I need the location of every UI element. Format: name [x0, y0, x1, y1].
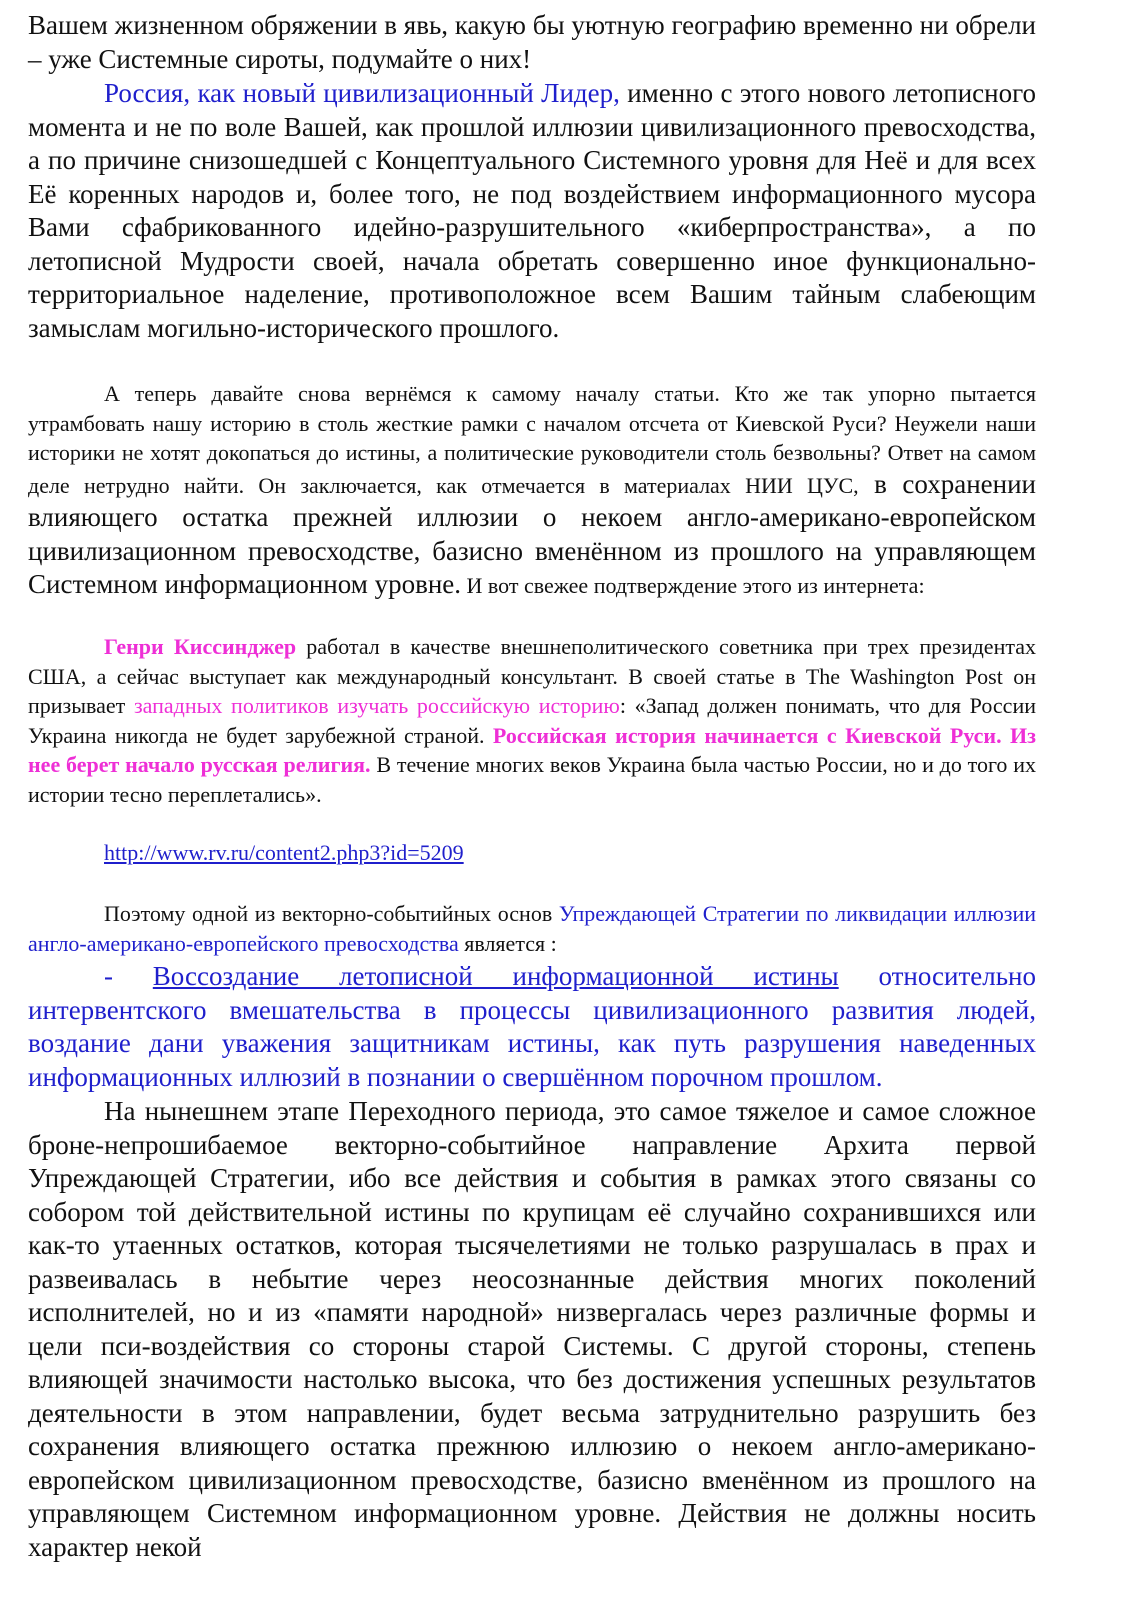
source-link[interactable]: http://www.rv.ru/content2.php3?id=5209	[104, 840, 464, 865]
highlight-russia-leader: Россия, как новый цивилизационный Лидер,	[104, 78, 620, 108]
kissinger-name: Генри Киссинджер	[104, 634, 297, 659]
paragraph-big-text: в сохранении влияющего остатка прежней иллюзии о некоем англо-американо-европейском цивилизационном превосходстве, базисно вменённом из прошлого на управляющем Системном информационном уровне.	[28, 468, 1036, 599]
bullet-dash: -	[104, 961, 153, 991]
paragraph-text-end: является :	[458, 930, 557, 956]
quote-text-2: : «Запад должен понимать, что для России Украина никогда не будет зарубежной страной.	[28, 693, 1036, 748]
paragraph-text: именно с этого нового летописного момента и не по воле Вашей, как прошлой иллюзии цивилизационного превосходства, а по причине снизошедшей с Концептуального Системного уровня для Неё и для всех Её коренных народов и, более того, не под воздействием информационного мусора Вами сфабрикованного идейно-разрушительного «киберпространства», а по летописной Мудрости своей, начала обретать совершенно иное функционально-территориальное наделение, противоположное всем Вашим тайным слабеющим замыслам могильно-исторического прошлого.	[28, 78, 1036, 343]
paragraph-text: Вашем жизненном обряжении в явь, какую бы уютную географию временно ни обрели – уже Системные сироты, подумайте о них!	[28, 10, 1036, 74]
paragraph-intro-end	[28, 9, 1036, 76]
paragraph-russia-leader	[28, 77, 1036, 345]
paragraph-kievan-rus-question	[28, 379, 1036, 602]
quote-text-3: В течение многих веков Украина была частью России, но и до того их истории тесно переплетались».	[28, 752, 1037, 807]
kissinger-quote	[28, 632, 1036, 809]
bullet-text: относительно интервентского вмешательства в процессы цивилизационного развития людей, воздание дани уважения защитникам истины, как путь разрушения наведенных информационных иллюзий в познании о свершённом порочном прошлом.	[28, 961, 1036, 1092]
paragraph-small-text: А теперь давайте снова вернёмся к самому началу статьи. Кто же так упорно пытается утрамбовать нашу историю в столь жесткие рамки с началом отсчета от Киевской Руси? Неужели наши историки не хотят докопаться до истины, а политические руководители столь безвольны? Ответ на самом деле нетрудно найти. Он заключается, как отмечается в материалах НИИ ЦУС,	[28, 381, 1036, 498]
bullet-link[interactable]: Воссоздание летописной информационной истины	[152, 961, 839, 991]
paragraph-text: На нынешнем этапе Переходного периода, это самое тяжелое и самое сложное броне-непрошибаемое векторно-событийное направление Архита первой Упреждающей Стратегии, ибо все действия и события в рамках этого связаны со собором той действительной истины по крупицам её случайно сохранившихся или как-то утаенных остатков, которая тысячелетиями не только разрушалась в прах и развеивалась в небытие через неосознанные действия многих поколений исполнителей, но и из «памяти народной» низвергалась через различные формы и цели пси-воздействия со стороны старой Системы. С другой стороны, степень влияющей значимости настолько высока, что без достижения успешных результатов деятельности в этом направлении, будет весьма затруднительно разрушить без сохранения влияющего остатка прежнюю иллюзию о некоем англо-американо-европейском цивилизационном превосходстве, базисно вменённом из прошлого на управляющем Системном информационном уровне. Действия не должны носить характер некой	[28, 1096, 1036, 1562]
quote-highlight-link[interactable]: западных политиков изучать российскую историю	[133, 693, 620, 718]
strategy-highlight: Упреждающей Стратегии по ликвидации иллюзии англо-американо-европейского превосходства	[28, 901, 1036, 956]
quote-text-1: работал в качестве внешнеполитического советника при трех президентах США, а сейчас выступает как международный консультант. В своей статье в The Washington Post он призывает	[28, 634, 1036, 718]
paragraph-text: Поэтому одной из векторно-событийных основ	[104, 901, 559, 926]
bullet-recreation-truth	[28, 960, 1036, 1094]
paragraph-strategy-intro	[28, 899, 1036, 958]
paragraph-transition-period	[28, 1095, 1036, 1564]
source-link-paragraph	[28, 838, 1036, 868]
quote-bold-text: Российская история начинается с Киевской Руси. Из нее берет начало русская религия.	[28, 722, 1036, 777]
paragraph-tail-text: И вот свежее подтверждение этого из интернета:	[461, 573, 925, 598]
